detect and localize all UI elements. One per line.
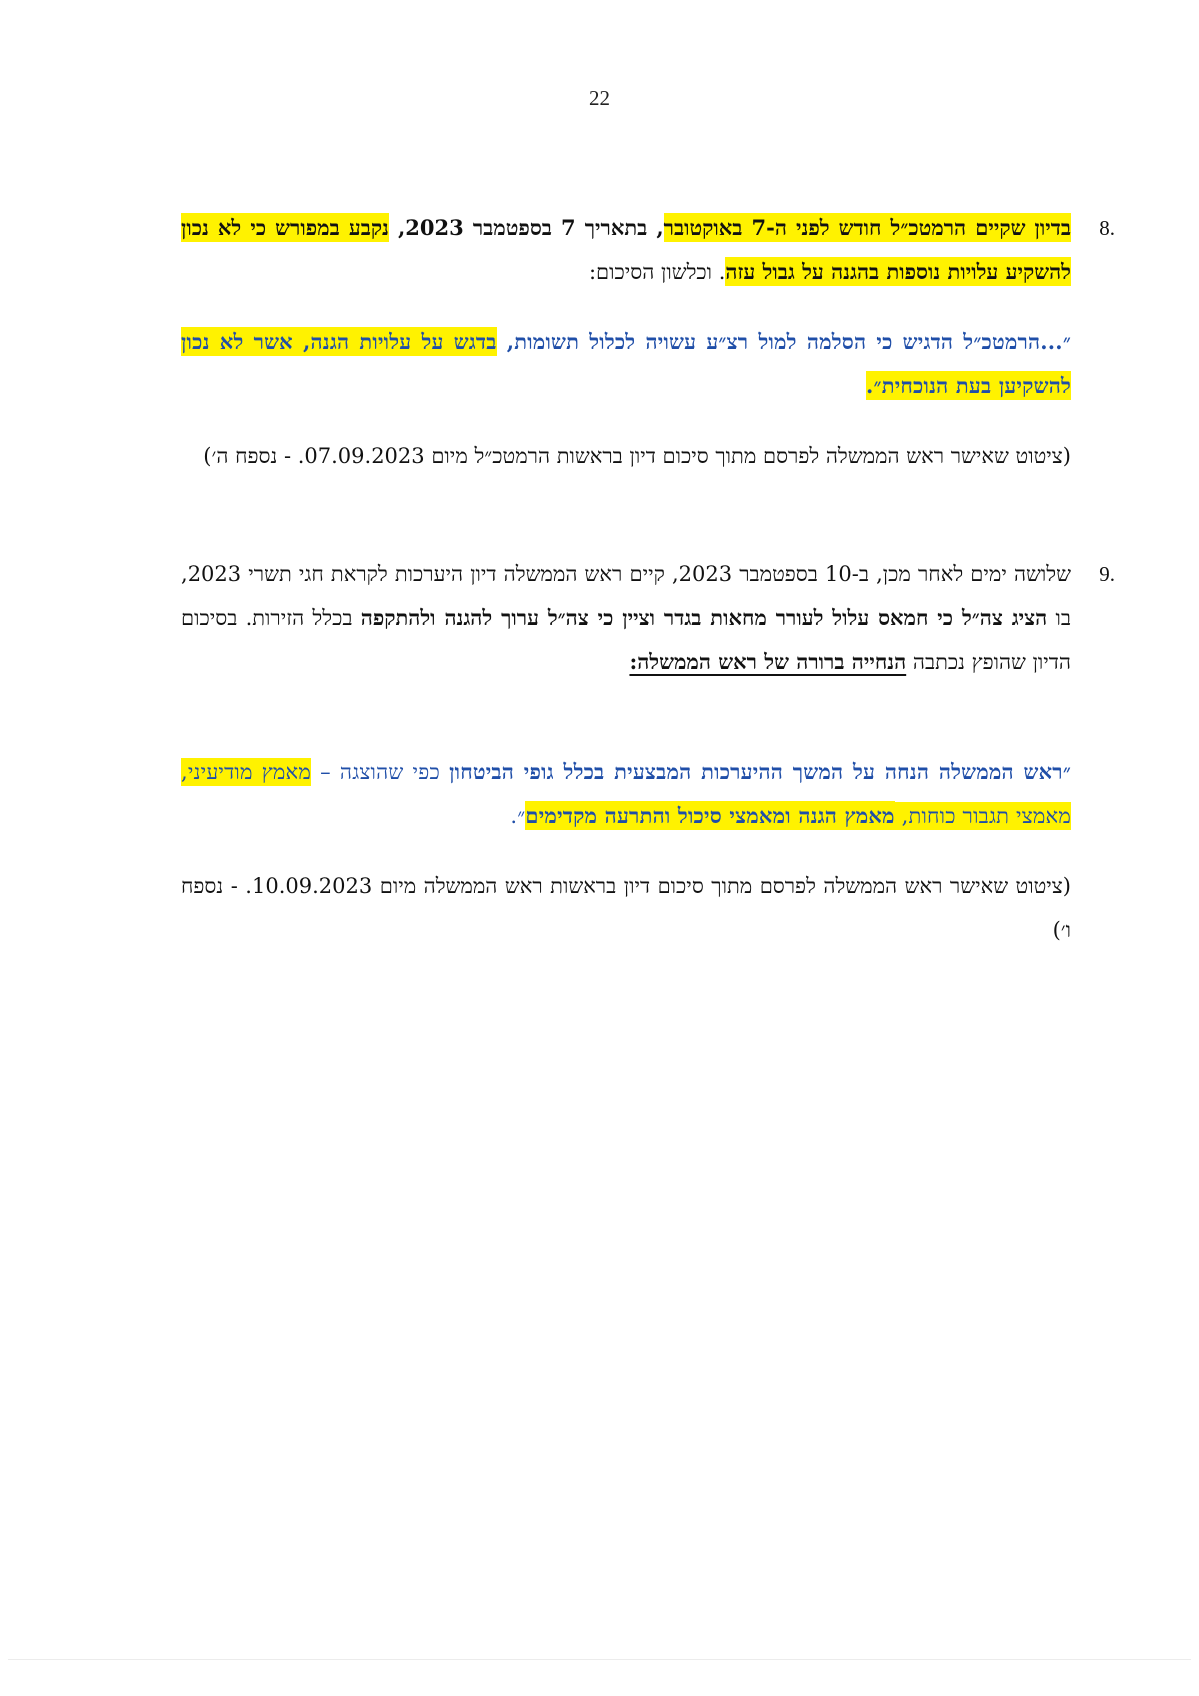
bold-text: הציג צה״ל כי חמאס עלול לעורר מחאות בגדר וציין כי צה״ל ערוך להגנה ולהתקפה: [360, 605, 1048, 630]
paragraph-number: 9.: [1099, 562, 1115, 586]
paragraph-8: [181, 206, 1115, 294]
quote-paragraph-9: [181, 750, 1071, 838]
quote-highlighted-text: בדגש על עלויות הגנה, אשר לא נכון להשקיען בעת הנוכחית״.: [181, 329, 1071, 398]
quote-text: ״.: [510, 804, 526, 828]
citation-9: [181, 864, 1071, 952]
quote-bold-text: ״ראש הממשלה הנחה על המשך ההיערכות המבצעית בכלל גופי הביטחון: [449, 759, 1072, 784]
body-text: שלושה ימים לאחר מכן, ב-10 בספטמבר 2023, קיים ראש הממשלה דיון היערכות לקראת חגי תשרי 2023, בו: [181, 562, 1072, 630]
page-bottom-edge: [8, 1659, 1191, 1660]
body-text: בכלל הזירות. בסיכום הדיון שהופץ נכתבה: [181, 606, 1071, 674]
quote-highlighted-bold-text: מאמץ הגנה ומאמצי סיכול והתרעה מקדימים: [525, 803, 895, 828]
citation-text: (ציטוט שאישר ראש הממשלה לפרסם מתוך סיכום דיון בראשות הרמטכ״ל מיום 07.09.2023. - נספח ה׳): [203, 444, 1071, 468]
body-text: . וכלשון הסיכום:: [588, 260, 726, 284]
bold-text: , בתאריך 7 בספטמבר 2023,: [388, 215, 664, 240]
quote-bold-text: ״...הרמטכ״ל הדגיש כי הסלמה למול רצ״ע עשויה לכלול תשומות,: [496, 329, 1071, 354]
citation-text: (ציטוט שאישר ראש הממשלה לפרסם מתוך סיכום דיון בראשות ראש הממשלה מיום 10.09.2023. - נספח ו׳): [181, 874, 1071, 942]
page-number: 22: [589, 86, 610, 110]
highlighted-bold-text: בדיון שקיים הרמטכ״ל חודש לפני ה-7 באוקטובר: [663, 215, 1071, 240]
citation-8: [181, 434, 1071, 478]
highlighted-bold-text: נקבע במפורש כי לא נכון להשקיע עלויות נוספות בהגנה על גבול עזה: [181, 215, 1071, 284]
quote-highlighted-text: מאמץ מודיעיני, מאמצי תגבור כוחות,: [181, 760, 1071, 828]
paragraph-number: 8.: [1099, 216, 1115, 240]
underlined-bold-text: הנחייה ברורה של ראש הממשלה:: [629, 649, 907, 674]
paragraph-9: [181, 552, 1115, 684]
quote-text: כפי שהוצגה –: [310, 760, 450, 784]
quote-paragraph-8: [181, 320, 1071, 408]
